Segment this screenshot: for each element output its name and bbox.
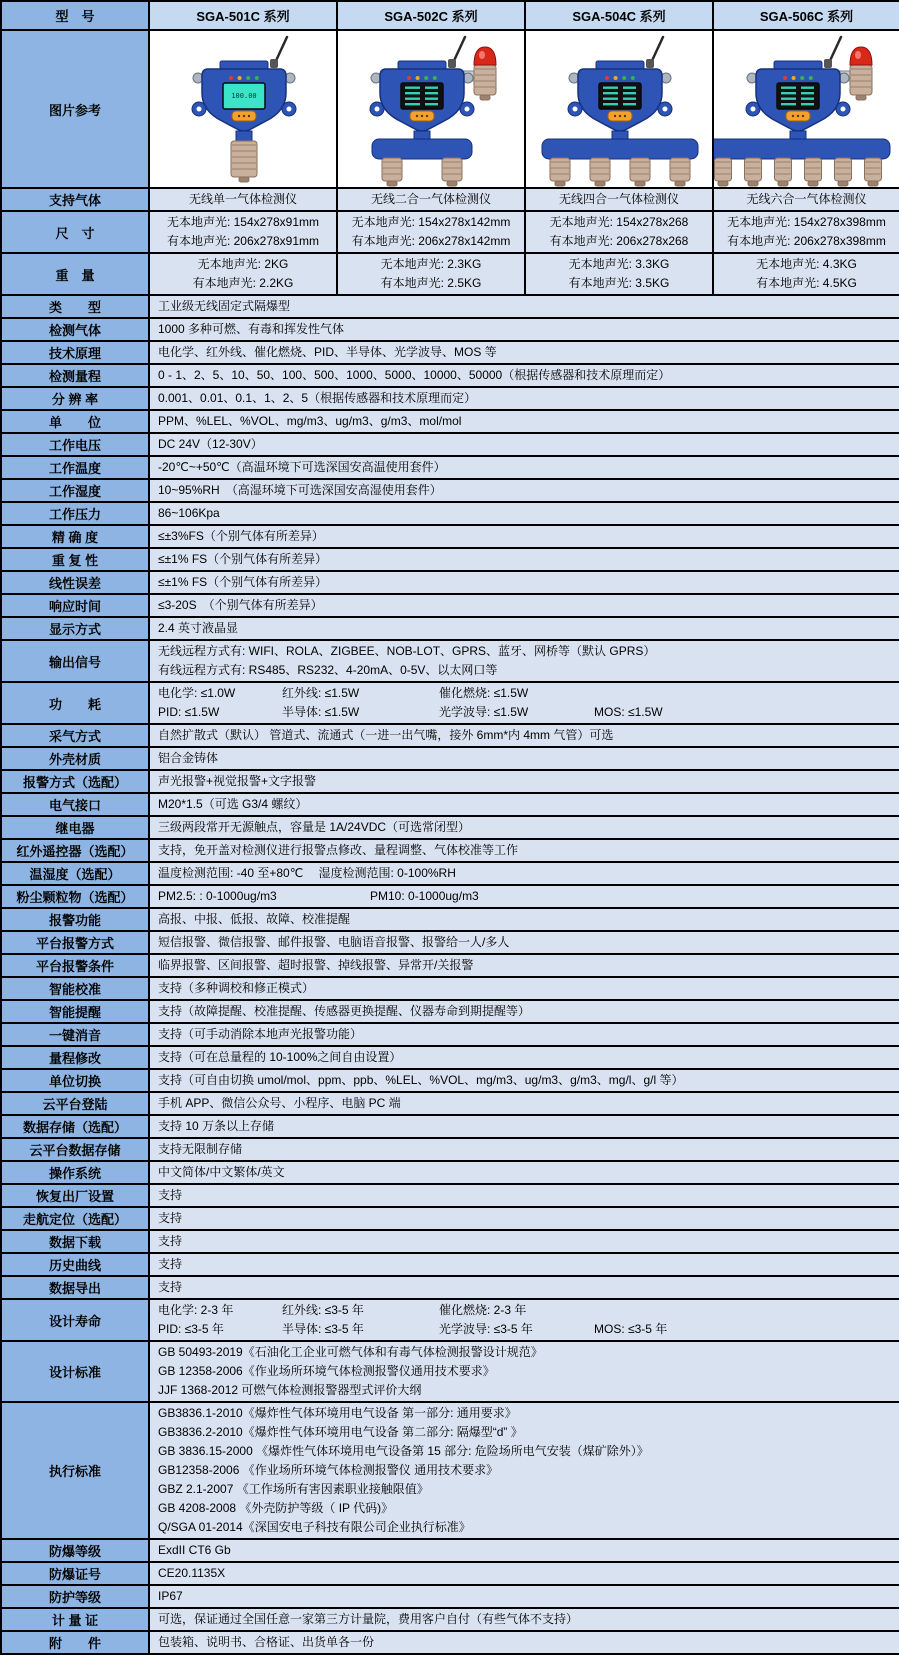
row-value (149, 1115, 899, 1138)
value-line (158, 684, 891, 703)
row-value (149, 1341, 899, 1402)
value-line: CE20.1135X (158, 1566, 226, 1580)
value-segment: PID: ≤1.5W (158, 705, 220, 719)
row-label: 一键消音 (1, 1023, 149, 1046)
row-label: 数据下载 (1, 1230, 149, 1253)
row-value (149, 1023, 899, 1046)
device-illustration-sga-501c (150, 31, 337, 187)
value-line: 有线远程方式有: RS485、RS232、4-20mA、0-5V、以太网口等 (158, 663, 498, 677)
value-line: 0 - 1、2、5、10、50、100、500、1000、5000、10000、50000（根据传感器和技术原理而定） (158, 368, 671, 382)
row-label: 报警功能 (1, 908, 149, 931)
spec-row (1, 1585, 899, 1608)
value-line: 无本地声光: 154x278x268 (549, 215, 689, 229)
spec-row (1, 1631, 899, 1654)
value-line: 高报、中报、低报、故障、校准提醒 (158, 912, 351, 926)
value-line: GB 4208-2008 《外壳防护等级（ IP 代码)》 (158, 1501, 394, 1515)
value-line: M20*1.5（可选 G3/4 螺纹） (158, 797, 308, 811)
model-header-row (1, 1, 899, 30)
spec-row (1, 211, 899, 253)
model-header-cell: SGA-504C 系列 (525, 1, 713, 30)
spec-row (1, 188, 899, 211)
row-value (149, 770, 899, 793)
value-line: 无线二合一气体检测仪 (370, 192, 491, 206)
row-label: 线性误差 (1, 571, 149, 594)
row-value (149, 1207, 899, 1230)
row-value (149, 341, 899, 364)
value-line: 无线四合一气体检测仪 (558, 192, 679, 206)
value-line: 铝合金铸体 (158, 751, 219, 765)
row-label: 防爆等级 (1, 1539, 149, 1562)
value-line: 有本地声光: 3.5KG (568, 276, 670, 290)
value-segment: 光学波导: ≤1.5W (439, 705, 529, 719)
row-label: 报警方式（选配） (1, 770, 149, 793)
row-value (149, 479, 899, 502)
value-line: 无线单一气体检测仪 (188, 192, 297, 206)
row-value (337, 253, 525, 295)
spec-row (1, 1562, 899, 1585)
value-line: 支持（可在总量程的 10-100%之间自由设置） (158, 1050, 402, 1064)
spec-row (1, 433, 899, 456)
value-line: 86~106Kpa (158, 506, 220, 520)
row-value (525, 253, 713, 295)
row-label: 云平台登陆 (1, 1092, 149, 1115)
value-line: JJF 1368-2012 可燃气体检测报警器型式评价大纲 (158, 1383, 422, 1397)
value-line: 有本地声光: 206x278x398mm (727, 234, 886, 248)
value-line: 三级两段常开无源触点，容量是 1A/24VDC（可选常闭型） (158, 820, 471, 834)
spec-row (1, 387, 899, 410)
spec-row (1, 1276, 899, 1299)
value-line: 支持无限制存储 (158, 1142, 243, 1156)
row-value (149, 862, 899, 885)
row-value (149, 318, 899, 341)
spec-row (1, 1092, 899, 1115)
row-value (149, 188, 337, 211)
value-line: 中文简体/中文繁体/英文 (158, 1165, 285, 1179)
row-value (149, 954, 899, 977)
row-value (149, 816, 899, 839)
row-label: 数据存储（选配） (1, 1115, 149, 1138)
row-label: 粉尘颗粒物（选配） (1, 885, 149, 908)
value-segment: PM2.5: : 0-1000ug/m3 (158, 889, 277, 903)
value-line: 无本地声光: 3.3KG (568, 257, 670, 271)
value-line: 无本地声光: 2KG (197, 257, 289, 271)
row-value (149, 747, 899, 770)
spec-row (1, 1299, 899, 1341)
value-segment: 半导体: ≤1.5W (282, 705, 360, 719)
row-value (149, 594, 899, 617)
spec-row (1, 617, 899, 640)
value-line: 0.001、0.01、0.1、1、2、5（根据传感器和技术原理而定） (158, 391, 477, 405)
row-value (149, 548, 899, 571)
row-value (149, 908, 899, 931)
value-line: 支持 (158, 1234, 183, 1248)
row-value (149, 211, 337, 253)
spec-row (1, 862, 899, 885)
row-label: 技术原理 (1, 341, 149, 364)
row-value (149, 1046, 899, 1069)
row-label: 温湿度（选配） (1, 862, 149, 885)
value-line: 1000 多种可燃、有毒和挥发性气体 (158, 322, 345, 336)
value-line: 临界报警、区间报警、超时报警、掉线报警、异常开/关报警 (158, 958, 474, 972)
value-line: 无本地声光: 154x278x398mm (727, 215, 886, 229)
row-value (149, 1000, 899, 1023)
row-label: 防爆证号 (1, 1562, 149, 1585)
row-label: 计 量 证 (1, 1608, 149, 1631)
row-value (149, 1276, 899, 1299)
spec-row (1, 253, 899, 295)
corner-cell: 型 号 (1, 1, 149, 30)
row-value (149, 977, 899, 1000)
row-value (149, 1069, 899, 1092)
model-header-cell: SGA-501C 系列 (149, 1, 337, 30)
row-value (149, 1585, 899, 1608)
image-row (1, 30, 899, 188)
row-label: 量程修改 (1, 1046, 149, 1069)
device-image-cell (525, 30, 713, 188)
row-value (713, 211, 899, 253)
row-value (149, 456, 899, 479)
row-value (149, 1184, 899, 1207)
row-value (149, 1138, 899, 1161)
device-image-cell (713, 30, 899, 188)
value-line (158, 1301, 891, 1320)
value-line: GB 3836.15-2000 《爆炸性气体环境用电气设备第 15 部分: 危险场所电气安装（煤矿除外）》 (158, 1444, 649, 1458)
value-line: 无本地声光: 2.3KG (380, 257, 482, 271)
row-value (149, 253, 337, 295)
row-label: 历史曲线 (1, 1253, 149, 1276)
spec-row (1, 793, 899, 816)
value-line: 支持 (158, 1188, 183, 1202)
value-line: 10~95%RH （高湿环境下可选深国安高湿使用套件） (158, 483, 442, 497)
row-value (149, 682, 899, 724)
value-line: 包装箱、说明书、合格证、出货单各一份 (158, 1635, 375, 1649)
value-line: 支持 (158, 1257, 183, 1271)
row-label: 走航定位（选配） (1, 1207, 149, 1230)
value-line: 支持，免开盖对检测仪进行报警点修改、量程调整、气体校准等工作 (158, 843, 519, 857)
row-value (149, 525, 899, 548)
spec-row (1, 318, 899, 341)
value-segment: MOS: ≤1.5W (594, 705, 663, 719)
value-line: 有本地声光: 2.5KG (380, 276, 482, 290)
value-segment: 光学波导: ≤3-5 年 (439, 1322, 533, 1336)
value-line: GBZ 2.1-2007 《工作场所有害因素职业接触限值》 (158, 1482, 429, 1496)
value-line: 无线远程方式有: WIFI、ROLA、ZIGBEE、NOB-LOT、GPRS、蓝牙、网桥等（默认 GPRS） (158, 644, 656, 658)
value-line: PPM、%LEL、%VOL、mg/m3、ug/m3、g/m3、mol/mol (158, 414, 462, 428)
value-line (158, 703, 891, 722)
spec-row (1, 1115, 899, 1138)
spec-row (1, 839, 899, 862)
device-illustration-sga-504c (526, 31, 713, 187)
spec-row (1, 456, 899, 479)
spec-row (1, 571, 899, 594)
row-label: 工作温度 (1, 456, 149, 479)
spec-row (1, 1161, 899, 1184)
row-value (149, 1092, 899, 1115)
row-value (149, 364, 899, 387)
model-header-cell: SGA-506C 系列 (713, 1, 899, 30)
row-label: 智能校准 (1, 977, 149, 1000)
spec-row (1, 479, 899, 502)
value-line: GB12358-2006 《作业场所环境气体检测报警仪 通用技术要求》 (158, 1463, 499, 1477)
value-line: ExdII CT6 Gb (158, 1543, 231, 1557)
spec-row (1, 977, 899, 1000)
value-line: Q/SGA 01-2014《深国安电子科技有限公司企业执行标准》 (158, 1520, 471, 1534)
value-segment: 半导体: ≤3-5 年 (282, 1322, 364, 1336)
value-line: 可选，保证通过全国任意一家第三方计量院，费用客户自付（有些气体不支持） (158, 1612, 579, 1626)
value-line (158, 887, 891, 906)
value-line: GB 12358-2006《作业场所环境气体检测报警仪通用技术要求》 (158, 1364, 495, 1378)
value-line: 声光报警+视觉报警+文字报警 (158, 774, 317, 788)
row-value (149, 793, 899, 816)
spec-row (1, 1230, 899, 1253)
value-line: 支持 (158, 1280, 183, 1294)
image-row-label: 图片参考 (1, 30, 149, 188)
value-line: DC 24V（12-30V） (158, 437, 263, 451)
value-line: 支持（故障提醒、校准提醒、传感器更换提醒、仪器寿命到期提醒等） (158, 1004, 531, 1018)
row-label: 采气方式 (1, 724, 149, 747)
row-value (149, 295, 899, 318)
spec-row (1, 816, 899, 839)
row-label: 工作压力 (1, 502, 149, 525)
row-label: 设计标准 (1, 1341, 149, 1402)
row-value (149, 724, 899, 747)
row-value (149, 502, 899, 525)
row-label: 显示方式 (1, 617, 149, 640)
spec-row (1, 1402, 899, 1539)
row-value (149, 617, 899, 640)
row-label: 数据导出 (1, 1276, 149, 1299)
row-value (149, 1608, 899, 1631)
row-label: 继电器 (1, 816, 149, 839)
row-value (149, 1562, 899, 1585)
spec-row (1, 1341, 899, 1402)
value-line: 无线六合一气体检测仪 (746, 192, 867, 206)
row-label: 云平台数据存储 (1, 1138, 149, 1161)
row-label: 重 复 性 (1, 548, 149, 571)
value-line: 支持 10 万条以上存储 (158, 1119, 275, 1133)
spec-row (1, 682, 899, 724)
value-line: 有本地声光: 206x278x268 (549, 234, 689, 248)
row-label: 精 确 度 (1, 525, 149, 548)
row-value (525, 211, 713, 253)
spec-row (1, 548, 899, 571)
value-segment: MOS: ≤3-5 年 (594, 1322, 668, 1336)
value-line: 有本地声光: 206x278x142mm (351, 234, 511, 248)
row-value (525, 188, 713, 211)
device-image-cell (337, 30, 525, 188)
value-segment: PID: ≤3-5 年 (158, 1322, 224, 1336)
row-label: 智能提醒 (1, 1000, 149, 1023)
value-line (158, 1320, 891, 1339)
row-label: 平台报警方式 (1, 931, 149, 954)
value-line: 短信报警、微信报警、邮件报警、电脑语音报警、报警给一人/多人 (158, 935, 510, 949)
device-illustration-sga-506c (714, 31, 899, 187)
spec-row (1, 1000, 899, 1023)
value-line: 自然扩散式（默认） 管道式、流通式（一进一出气嘴，接外 6mm*内 4mm 气管）可选 (158, 728, 614, 742)
row-value (337, 188, 525, 211)
value-line: 无本地声光: 4.3KG (756, 257, 857, 271)
row-value (149, 433, 899, 456)
value-line: ≤3-20S （个别气体有所差异） (158, 598, 323, 612)
device-illustration-sga-502c (338, 31, 525, 187)
row-value (149, 571, 899, 594)
value-line: 支持 (158, 1211, 183, 1225)
row-value (149, 885, 899, 908)
spec-row (1, 1184, 899, 1207)
value-line: 有本地声光: 2.2KG (192, 276, 294, 290)
value-line: 手机 APP、微信公众号、小程序、电脑 PC 端 (158, 1096, 401, 1110)
spec-row (1, 1023, 899, 1046)
value-line: 无本地声光: 154x278x142mm (351, 215, 511, 229)
value-line: ≤±1% FS（个别气体有所差异） (158, 575, 328, 589)
model-header-cell: SGA-502C 系列 (337, 1, 525, 30)
value-segment: 催化燃烧: ≤1.5W (439, 686, 529, 700)
value-line: ≤±3%FS（个别气体有所差异） (158, 529, 324, 543)
row-value (149, 1539, 899, 1562)
value-line: 有本地声光: 206x278x91mm (166, 234, 320, 248)
row-label: 防护等级 (1, 1585, 149, 1608)
value-line: 支持（可自由切换 umol/mol、ppm、ppb、%LEL、%VOL、mg/m3、ug/m3、g/m3、mg/l、g/l 等） (158, 1073, 684, 1087)
row-label: 支持气体 (1, 188, 149, 211)
spec-row (1, 1207, 899, 1230)
row-label: 功 耗 (1, 682, 149, 724)
row-label: 重 量 (1, 253, 149, 295)
spec-row (1, 525, 899, 548)
spec-row (1, 640, 899, 682)
row-label: 电气接口 (1, 793, 149, 816)
spec-row (1, 364, 899, 387)
spec-row (1, 724, 899, 747)
row-label: 外壳材质 (1, 747, 149, 770)
value-line: 温度检测范围: -40 至+80℃ 湿度检测范围: 0-100%RH (158, 866, 456, 880)
value-segment: 电化学: ≤1.0W (158, 686, 236, 700)
value-segment: 电化学: 2-3 年 (158, 1303, 234, 1317)
row-label: 检测量程 (1, 364, 149, 387)
row-label: 工作电压 (1, 433, 149, 456)
row-value (149, 1253, 899, 1276)
row-label: 操作系统 (1, 1161, 149, 1184)
row-label: 恢复出厂设置 (1, 1184, 149, 1207)
row-value (149, 1631, 899, 1654)
value-line: 工业级无线固定式隔爆型 (158, 299, 291, 313)
spec-row (1, 885, 899, 908)
spec-row (1, 747, 899, 770)
row-label: 工作湿度 (1, 479, 149, 502)
spec-row (1, 594, 899, 617)
value-line: 支持（可手动消除本地声光报警功能） (158, 1027, 363, 1041)
row-label: 红外遥控器（选配） (1, 839, 149, 862)
row-label: 设计寿命 (1, 1299, 149, 1341)
value-segment: PM10: 0-1000ug/m3 (370, 889, 479, 903)
value-segment: 红外线: ≤1.5W (282, 686, 360, 700)
value-line: GB3836.2-2010《爆炸性气体环境用电气设备 第二部分: 隔爆型“d” 》 (158, 1425, 523, 1439)
row-value (149, 410, 899, 433)
spec-row (1, 1069, 899, 1092)
svg-text:100.00: 100.00 (231, 92, 257, 100)
value-segment: 红外线: ≤3-5 年 (282, 1303, 364, 1317)
spec-row (1, 1046, 899, 1069)
spec-row (1, 770, 899, 793)
device-image-cell (149, 30, 337, 188)
row-value (337, 211, 525, 253)
row-label: 附 件 (1, 1631, 149, 1654)
value-line: GB 50493-2019《石油化工企业可燃气体和有毒气体检测报警设计规范》 (158, 1345, 543, 1359)
row-label: 执行标准 (1, 1402, 149, 1539)
value-line: 有本地声光: 4.5KG (756, 276, 857, 290)
row-value (149, 931, 899, 954)
value-line: 2.4 英寸液晶显 (158, 621, 239, 635)
value-line: 支持（多种调校和修正模式） (158, 981, 315, 995)
spec-row (1, 954, 899, 977)
spec-row (1, 295, 899, 318)
row-value (713, 253, 899, 295)
row-label: 检测气体 (1, 318, 149, 341)
value-segment: 催化燃烧: 2-3 年 (439, 1303, 527, 1317)
spec-row (1, 908, 899, 931)
row-label: 尺 寸 (1, 211, 149, 253)
row-value (149, 387, 899, 410)
row-value (149, 1161, 899, 1184)
row-value (149, 839, 899, 862)
row-label: 输出信号 (1, 640, 149, 682)
row-label: 分 辨 率 (1, 387, 149, 410)
value-line: 电化学、红外线、催化燃烧、PID、半导体、光学波导、MOS 等 (158, 345, 497, 359)
spec-row (1, 1608, 899, 1631)
value-line: IP67 (158, 1589, 183, 1603)
value-line: -20℃~+50℃（高温环境下可选深国安高温使用套件） (158, 460, 446, 474)
spec-row (1, 931, 899, 954)
value-line: 无本地声光: 154x278x91mm (166, 215, 320, 229)
value-line: GB3836.1-2010《爆炸性气体环境用电气设备 第一部分: 通用要求》 (158, 1406, 517, 1420)
spec-row (1, 410, 899, 433)
spec-row (1, 1539, 899, 1562)
row-value (149, 1299, 899, 1341)
value-line: ≤±1% FS（个别气体有所差异） (158, 552, 328, 566)
row-label: 响应时间 (1, 594, 149, 617)
spec-row (1, 341, 899, 364)
spec-row (1, 1138, 899, 1161)
row-value (713, 188, 899, 211)
row-label: 单位切换 (1, 1069, 149, 1092)
spec-row (1, 1253, 899, 1276)
spec-row (1, 502, 899, 525)
row-label: 单 位 (1, 410, 149, 433)
row-label: 类 型 (1, 295, 149, 318)
row-value (149, 1230, 899, 1253)
row-value (149, 1402, 899, 1539)
row-value (149, 640, 899, 682)
row-label: 平台报警条件 (1, 954, 149, 977)
